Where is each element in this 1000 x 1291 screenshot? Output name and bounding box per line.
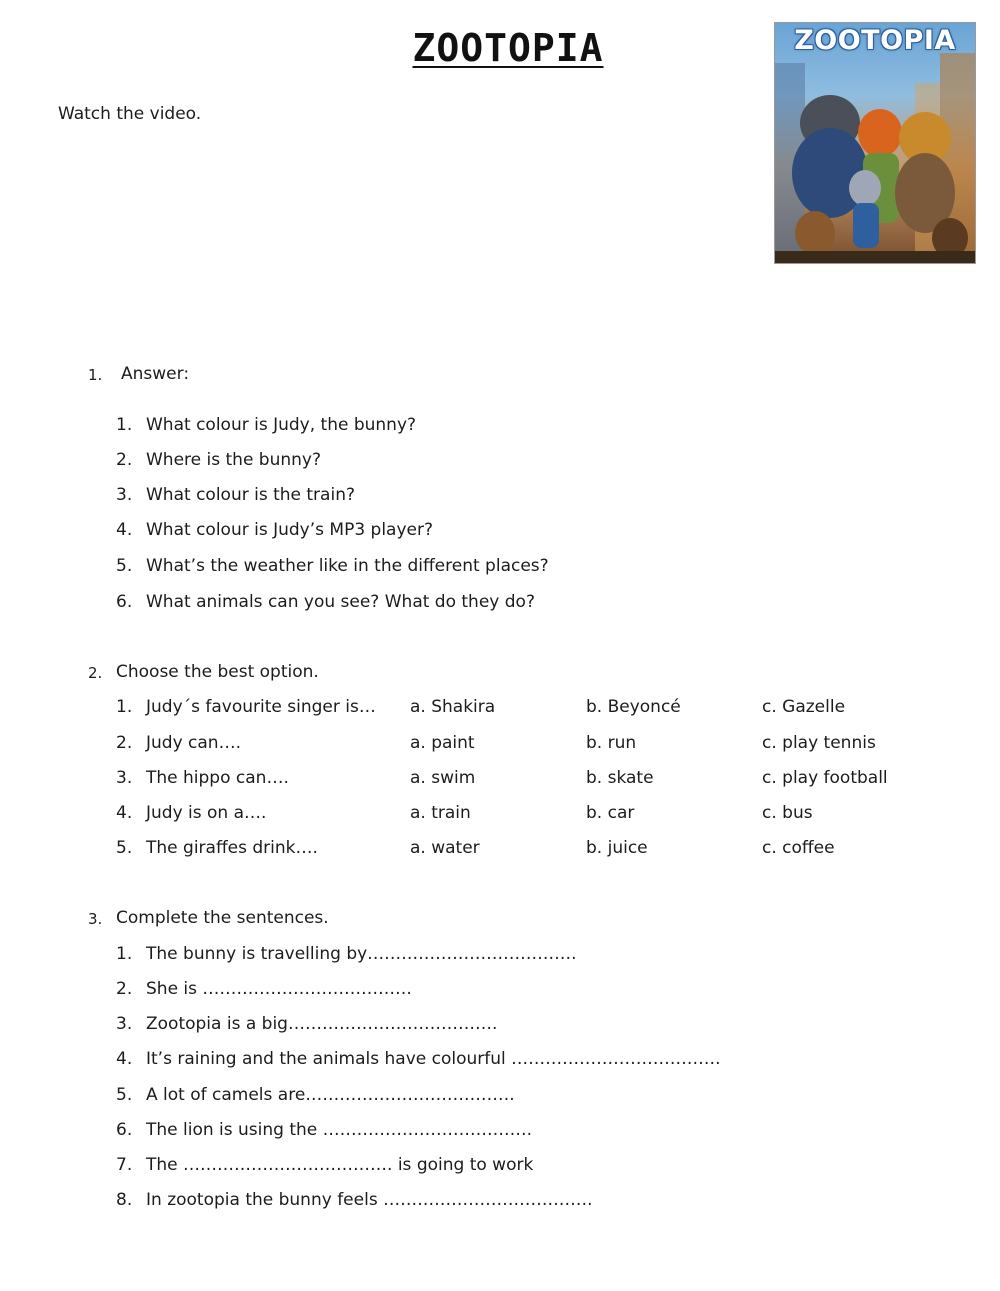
section-number: 1. [88,366,103,384]
sentence-text: It’s raining and the animals have colourful ………………………………. [146,1049,721,1069]
question-text: Where is the bunny? [146,450,322,470]
option-c: c. play tennis [762,733,876,753]
option-a: a. paint [410,733,475,753]
movie-poster-image [774,22,976,264]
question-text: Judy can…. [146,733,241,753]
poster-artwork [775,23,975,263]
option-a: a. Shakira [410,697,496,717]
item-number: 2. [116,733,133,753]
option-a: a. swim [410,768,476,788]
question-text: Judy´s favourite singer is… [146,697,376,717]
section-label: Complete the sentences. [116,908,329,928]
option-c: c. play football [762,768,888,788]
question-text: What colour is Judy’s MP3 player? [146,520,433,540]
option-b: b. juice [586,838,648,858]
item-number: 4. [116,803,133,823]
section-label: Answer: [121,364,190,384]
section-label: Choose the best option. [116,662,319,682]
sentence-text: In zootopia the bunny feels ………………………………. [146,1190,593,1210]
question-text: Judy is on a…. [146,803,267,823]
section-number: 3. [88,910,103,928]
option-c: c. Gazelle [762,697,846,717]
question-text: What colour is the train? [146,485,355,505]
item-number: 1. [116,697,133,717]
item-number: 1. [116,415,133,435]
item-number: 3. [116,485,133,505]
sentence-text: Zootopia is a big………………………………. [146,1014,498,1034]
option-a: a. water [410,838,480,858]
poster-logo: ZOOTOPIA [794,25,956,56]
item-number: 6. [116,592,133,612]
option-c: c. bus [762,803,813,823]
option-c: c. coffee [762,838,835,858]
item-number: 2. [116,450,133,470]
item-number: 5. [116,1085,133,1105]
item-number: 1. [116,944,133,964]
option-b: b. run [586,733,637,753]
item-number: 8. [116,1190,133,1210]
sentence-text: The bunny is travelling by………………………………. [146,944,577,964]
item-number: 2. [116,979,133,999]
sentence-text: She is ………………………………. [146,979,412,999]
item-number: 4. [116,1049,133,1069]
question-text: What animals can you see? What do they do? [146,592,535,612]
item-number: 5. [116,556,133,576]
instruction-text: Watch the video. [58,104,202,124]
item-number: 3. [116,768,133,788]
page-title: ZOOTOPIA [412,26,604,70]
option-b: b. Beyoncé [586,697,681,717]
sentence-text: The lion is using the ………………………………. [146,1120,533,1140]
sentence-text: A lot of camels are………………………………. [146,1085,515,1105]
sentence-text: The ………………………………. is going to work [146,1155,534,1175]
question-text: What colour is Judy, the bunny? [146,415,417,435]
question-text: The hippo can…. [146,768,289,788]
item-number: 7. [116,1155,133,1175]
item-number: 3. [116,1014,133,1034]
item-number: 4. [116,520,133,540]
option-b: b. skate [586,768,654,788]
option-b: b. car [586,803,635,823]
item-number: 5. [116,838,133,858]
section-number: 2. [88,664,103,682]
option-a: a. train [410,803,471,823]
question-text: What’s the weather like in the different places? [146,556,549,576]
question-text: The giraffes drink…. [146,838,318,858]
item-number: 6. [116,1120,133,1140]
